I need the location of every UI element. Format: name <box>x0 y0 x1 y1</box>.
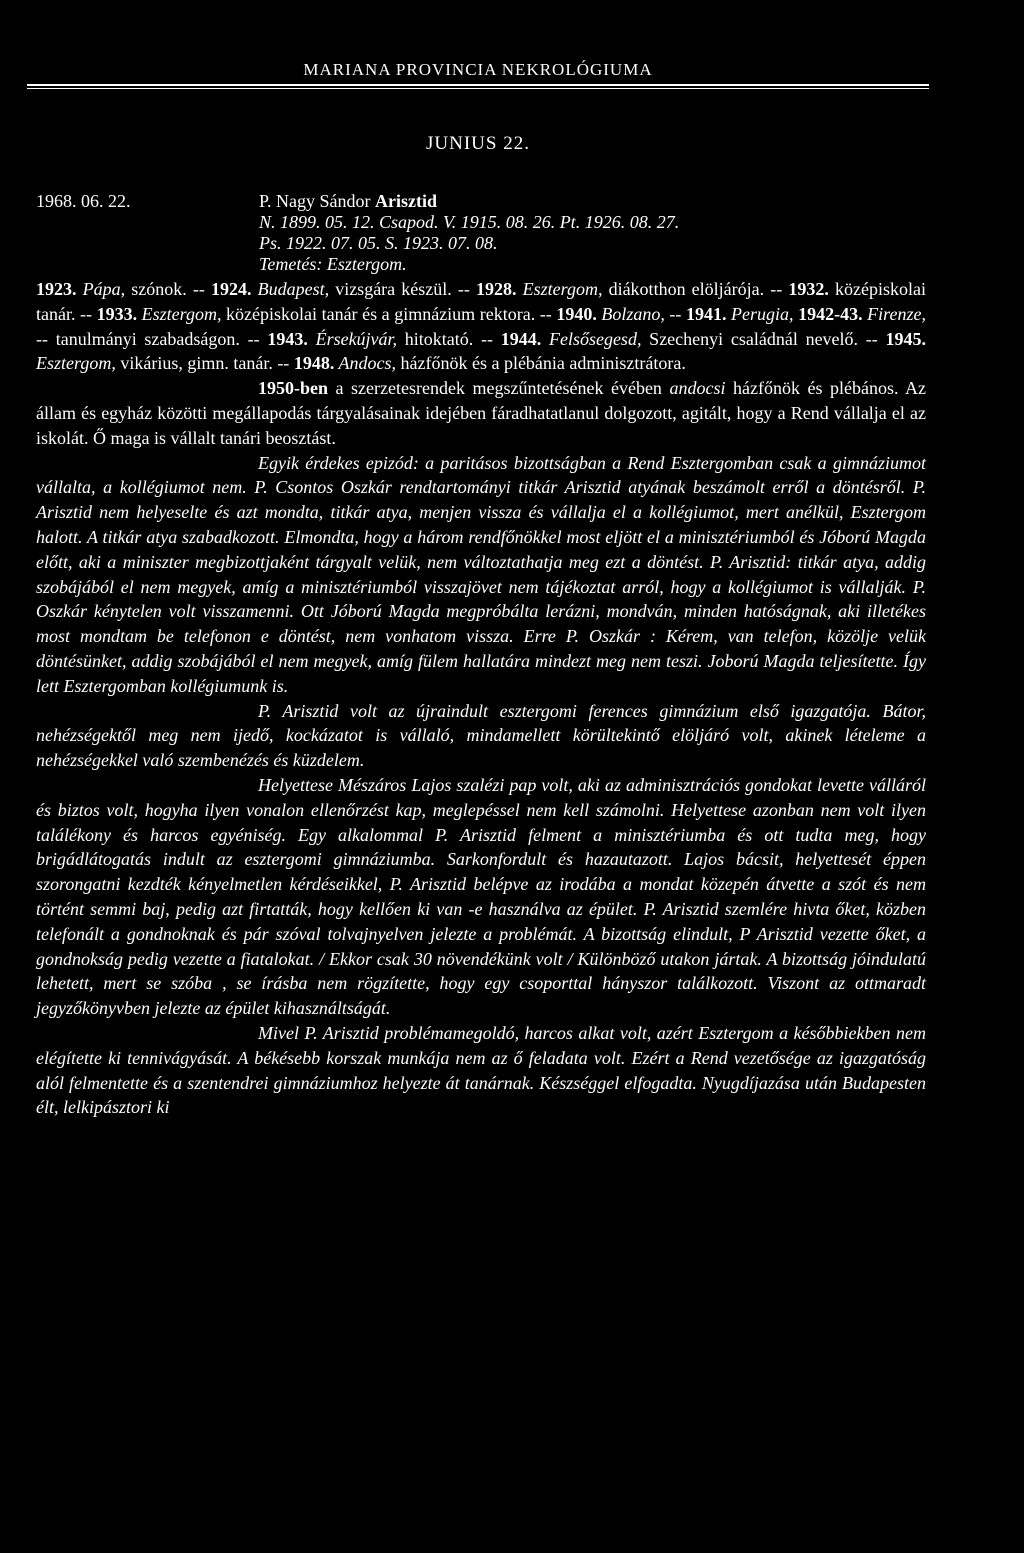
p1-segment: vikárius, gimn. tanár. -- <box>115 353 294 374</box>
name-religious: Arisztid <box>375 191 437 211</box>
entry-vow-dates: Ps. 1922. 07. 05. S. 1923. 07. 08. <box>259 233 498 253</box>
page-header: MARIANA PROVINCIA NEKROLÓGIUMA <box>303 60 653 79</box>
p2-segment: 1950-ben <box>258 378 329 399</box>
p1-segment: Esztergom, <box>137 303 222 324</box>
p1-segment: 1948. <box>293 353 335 374</box>
p1-segment: Andocs, <box>334 353 396 374</box>
p1-segment: -- <box>664 303 686 324</box>
p1-segment: 1940. <box>556 303 597 324</box>
p1-segment: Pápa, <box>82 279 126 299</box>
p2-segment: andocsi <box>669 378 726 399</box>
header-rule <box>27 84 929 86</box>
p1-segment: Budapest, <box>251 279 330 299</box>
entry-date: 1968. 06. 22. <box>36 191 131 211</box>
p1-segment: 1944. <box>500 328 542 349</box>
name-prefix: P. Nagy Sándor <box>259 191 375 211</box>
p1-segment: 1932. <box>788 279 829 299</box>
entry-vital-dates: N. 1899. 05. 12. Csapod. V. 1915. 08. 26. Pt. 1926. 08. 27. <box>259 212 680 232</box>
p1-segment: Érsekújvár, <box>307 328 398 349</box>
p2-segment: a szerzetesrendek megszűntetésének évében <box>328 378 670 399</box>
deputy-paragraph: Helyettese Mészáros Lajos szalézi pap volt, aki az adminisztrációs gondokat levette válláról és biztos volt, hogyha ilyen vonalon ellenőrzést kap, meglepéssel nem kell számolni. Helyettese azonban nem volt ilyen találékony és harcos egyéniség. Egy alkalommal P. Arisztid felment a minisztériumba és ott tudta meg, hogy brigádlátogatás indult az esztergomi gimnáziumba. Sarkonfordult és hazautazott. Lajos bácsit, helyettesét éppen szorongatni kezdték kényelmetlen kérdéseikkel, P. Arisztid belépve az irodába a mondat közepén átvette a szót és nem történt semmi baj, pedig azt firtatták, hogy kellően ki van -e használva az épület. P. Arisztid szemlére hivta őket, közben telefonált a gondnoknak és pár szóval tolvajnyelven jelezte a problémát. A bizottság elindult, P Arisztid vezette őket, a gondnokság pedig vezette a fiatalokat. / Ekkor csak 30 növendékünk volt / Különböző utakon jártak. A bizottság jóindulatú lehetett, mert se szóba , se írásba nem rögzítette, hogy egy csoporttal hányszor találkozott. Viszont az ottmaradt jegyzőkönyvben jelezte az épület kihasználtságát. <box>36 774 926 1019</box>
p2-segment: házfőnök és plébános. Az állam és egyház közötti megállapodás tárgyalásainak idejében fáradhatatlanul dolgozott, agitált, hogy a Rend vállalja el az iskolát. Ő maga is vállalt tanári beosztást. <box>36 378 926 448</box>
p1-segment: házfőnök és a plébánia adminisztrátora. <box>395 353 686 374</box>
p1-segment: 1941. <box>685 303 727 324</box>
date-heading: JUNIUS 22. <box>426 133 530 154</box>
p1-segment: Esztergom, <box>36 353 116 374</box>
p1-segment: -- tanulmányi szabadságon. -- <box>36 328 268 349</box>
p1-segment: 1945. <box>885 328 926 349</box>
p1-segment: 1924. <box>210 279 252 299</box>
p1-segment: 1943. <box>267 328 308 349</box>
episode-paragraph: Egyik érdekes epizód: a paritásos bizottságban a Rend Esztergomban csak a gimnáziumot vállalta, a kollégiumot nem. P. Csontos Oszkár rendtartományi titkár Arisztid atyának beszámolt erről a döntésről. P. Arisztid nem helyeselte és azt mondta, titkár atya, menjen vissza és vállalja el a kollégiumot, mert anélkül, Esztergom halott. A titkár atya szabadkozott. Elmondta, hogy a három rendfőnökkel most eljött el a minisztériumból és Jóború Magda előtt, aki a miniszter megbizottjaként tárgyalt velük, nem változtathatja meg ezt a döntést. P. Arisztid: titkár atya, addig szobájából el nem megyek, amíg a minisztériumból visszajövet nem tájékoztat arról, hogy a kollégiumot is vállalják. P. Oszkár kénytelen volt visszamenni. Ott Jóború Magda megpróbálta lerázni, mondván, minden hatóságnak, aki illetékes most mondtam be telefonon e döntést, nem vonhatom vissza. Erre P. Oszkár : Kérem, van telefon, közölje velük döntésünket, addig szobájából el nem megyek, amíg fülem hallatára mindezt meg nem teszi. Joború Magda teljesítette. Így lett Esztergomban kollégiumunk is. <box>36 452 926 696</box>
p1-segment: Esztergom, <box>516 279 603 299</box>
p1-segment: Bolzano, <box>596 303 665 324</box>
p1-segment: Szechenyi családnál nevelő. -- <box>641 328 886 349</box>
career-paragraph <box>36 277 926 376</box>
entry-name <box>259 191 679 212</box>
p1-segment: középiskolai tanár és a gimnázium rektora. -- <box>221 303 557 324</box>
director-paragraph: P. Arisztid volt az újraindult esztergomi ferences gimnázium első igazgatója. Bátor, nehézségektől meg nem ijedő, kockázatot is vállaló, mindamellett körültekintő elöljáró volt, akinek lételeme a nehézségekkel való szembenézés és küzdelem. <box>36 700 926 771</box>
p1-segment: középiskolai tanár. -- <box>36 279 926 324</box>
header-rule-thin <box>27 88 929 89</box>
p1-segment: Firenze, <box>862 303 926 324</box>
p1-segment: 1933. <box>96 303 138 324</box>
p1-segment: 1942-43. <box>798 303 863 324</box>
p1-segment: Felsősegesd, <box>541 328 642 349</box>
history-paragraph <box>36 376 926 450</box>
p1-segment: szónok. -- <box>125 279 211 299</box>
entry-burial: Temetés: Esztergom. <box>259 254 407 274</box>
p1-segment: diákotthon elöljárója. -- <box>602 279 789 299</box>
p1-segment: 1928. <box>476 279 517 299</box>
obituary-body <box>36 277 926 1120</box>
p1-segment: vizsgára készül. -- <box>329 279 476 299</box>
p1-segment: hitoktató. -- <box>397 328 501 349</box>
p1-segment: 1923. <box>36 279 83 299</box>
entry-header <box>259 191 679 275</box>
p1-segment: Perugia, <box>726 303 794 324</box>
later-years-paragraph: Mivel P. Arisztid problémamegoldó, harcos alkat volt, azért Esztergom a későbbiekben nem elégítette ki tennivágyását. A békésebb korszak munkája nem az ő feladata volt. Ezért a Rend vezetősége az igazgatóság alól felmentette és a szentendrei gimnáziumhoz helyezte át tanárnak. Készséggel elfogadta. Nyugdíjazása után Budapesten élt, lelkipásztori ki <box>36 1022 926 1118</box>
